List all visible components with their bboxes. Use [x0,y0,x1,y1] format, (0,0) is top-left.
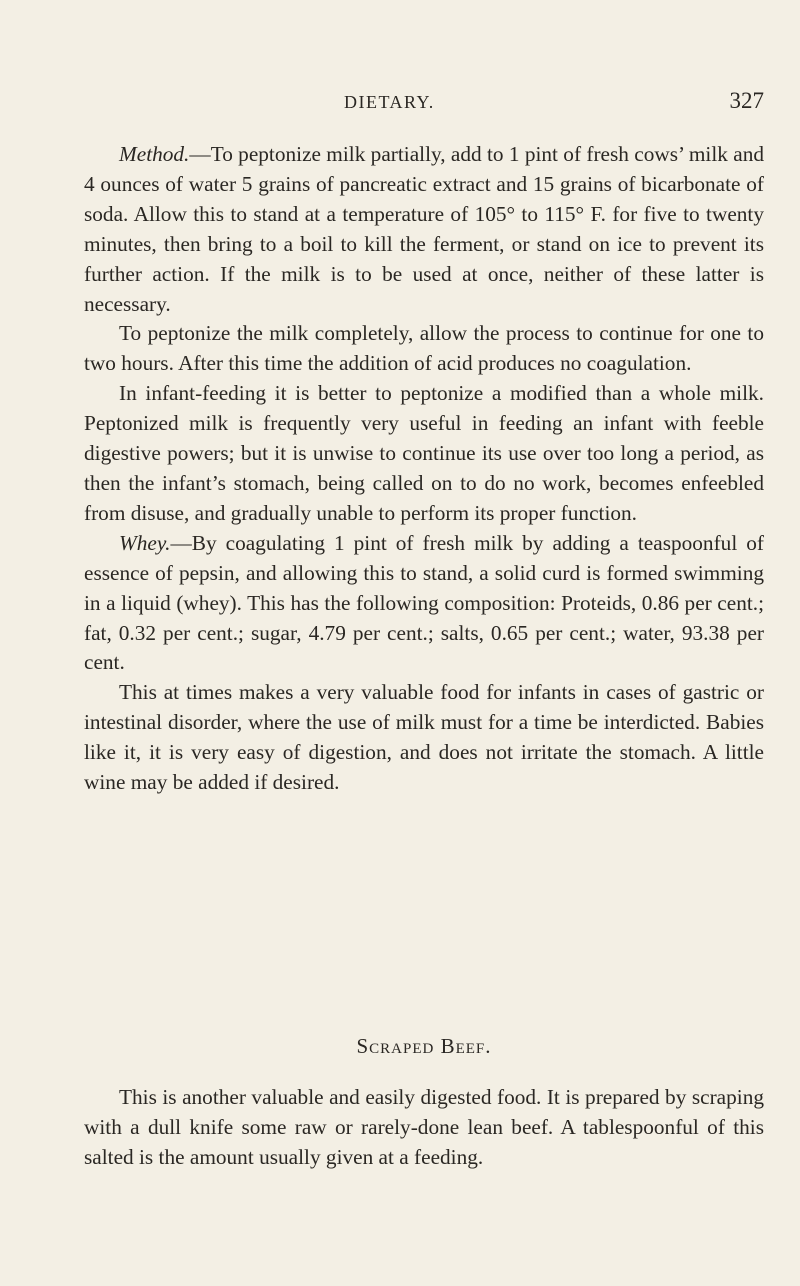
paragraph-text: To peptonize the milk completely, allow the process to continue for one to two hours. After this time the addition of acid produces no coagulation. [84,321,764,376]
body-text [84,140,764,798]
paragraph-text: This is another valuable and easily digested food. It is prepared by scraping with a dull knife some raw or rarely-done lean beef. A tablespoonful of this salted is the amount usually given at a feeding. [84,1085,764,1169]
running-head [84,88,764,122]
paragraph-text: —By coagulating 1 pint of fresh milk by adding a teaspoonful of essence of pepsin, and allowing this to stand, a solid curd is formed swimming in a liquid (whey). This has the following composition: Proteids, 0.86 per cent.; fat, 0.32 per cent.; sugar, 4.79 per cent.; salts, 0.65 per cent.; water, 93.38 per cent. [84,530,764,675]
paragraph-infant-feeding [84,379,764,529]
paragraph-method [84,140,764,319]
page-number: 327 [729,88,764,113]
running-title: DIETARY. [344,92,435,112]
paragraph-whey-value [84,678,764,798]
section-heading: Scraped Beef. [356,1034,492,1058]
paragraph-whey [84,529,764,679]
paragraph-text: In infant-feeding it is better to peptonize a modified than a whole milk. Peptonized milk is frequently very useful in feeding an infant with feeble digestive powers; but it is unwise to continue its use over too long a period, as then the infant’s stomach, being called on to do no work, becomes enfeebled from disuse, and gradually unable to perform its proper function. [84,381,764,525]
paragraph-complete-peptonization [84,319,764,379]
section-body [84,1083,764,1173]
run-in-heading-whey: Whey. [119,530,171,555]
paragraph-scraped-beef [84,1083,764,1173]
paragraph-text: This at times makes a very valuable food for infants in cases of gastric or intestinal disorder, where the use of milk must for a time be interdicted. Babies like it, it is very easy of digestion, and does not irritate the stomach. A little wine may be added if desired. [84,680,764,795]
run-in-heading-method: Method. [119,142,190,166]
paragraph-text: —To peptonize milk partially, add to 1 pint of fresh cows’ milk and 4 ounces of water 5 grains of pancreatic extract and 15 grains of bicarbonate of soda. Allow this to stand at a temperature of 105° to 115° F. for five to twenty minutes, then bring to a boil to kill the ferment, or stand on ice to prevent its further action. If the milk is to be used at once, neither of these latter is necessary. [84,142,764,316]
